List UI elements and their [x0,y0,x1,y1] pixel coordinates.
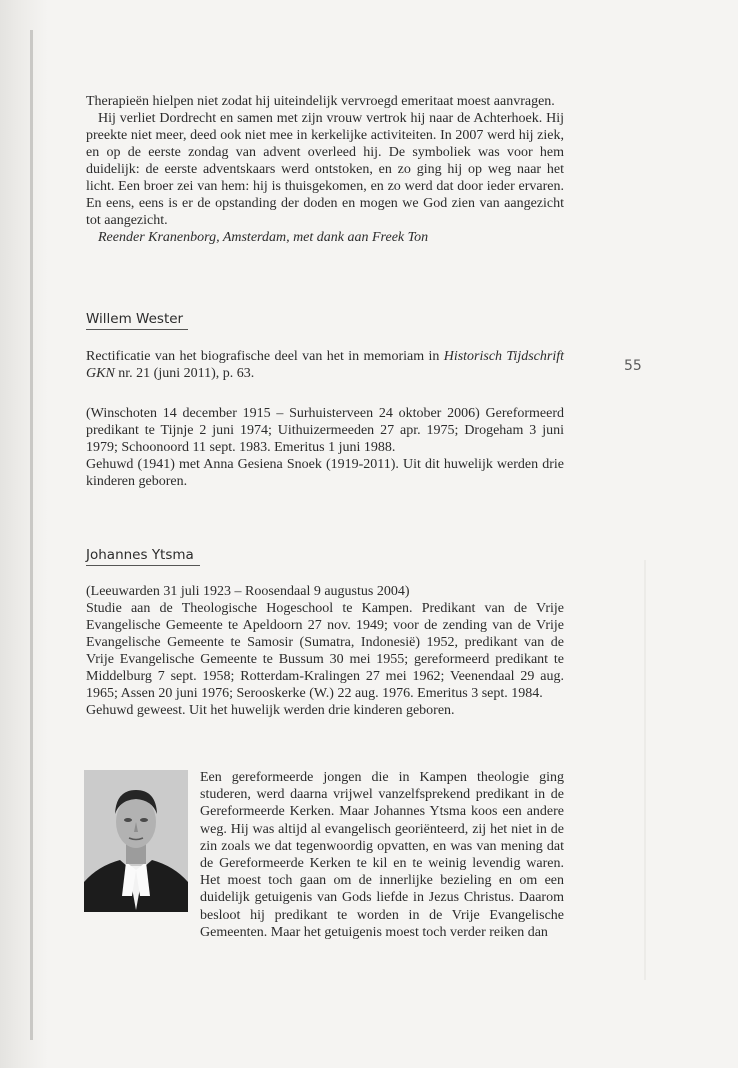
page-gutter-shade [0,0,48,1068]
top-section [86,93,564,246]
paragraph-therapies: Therapieën hielpen niet zodat hij uiteindelijk vervroegd emeritaat moest aanvragen. [86,94,555,109]
journal-title: Historisch Tijdschrift GKN [86,349,564,381]
wester-career: (Winschoten 14 december 1915 – Surhuisterveen 24 oktober 2006) Gereformeerd predikant te Tijnje 2 juni 1974; Uithuizermeeden 27 apr. 1975; Drogeham 3 juni 1979; Schoonoord 11 sept. 1983. Emeritus 1 juni 1988. [86,406,564,455]
page-edge-mark [644,560,646,980]
gutter-line [30,30,33,1040]
rectification-reference: nr. 21 (juni 2011), p. 63. [114,366,255,381]
wester-biography [86,405,564,490]
ytsma-career: Studie aan de Theologische Hogeschool te Kampen. Predikant van de Vrije Evangelische Gemeente te Apeldoorn 27 nov. 1949; voor de zending van de Vrije Evangelische Gemeente te Samosir (Sumatra, Indonesië) 1952, predikant van de Vrije Evangelische Gemeente te Bussum 30 mei 1955; gereformeerd predikant te Middelburg 7 sept. 1958; Rotterdam-Kralingen 27 mei 1962; Veenendaal 29 aug. 1965; Assen 20 juni 1976; Serooskerke (W.) 22 aug. 1976. Emeritus 3 sept. 1984. [86,601,564,701]
ytsma-marriage: Gehuwd geweest. Uit het huwelijk werden drie kinderen geboren. [86,703,455,718]
ytsma-narrative [200,769,564,941]
narrative-text: Een gereformeerde jongen die in Kampen theologie ging studeren, werd daarna vrijwel vanzelfsprekend predikant in de Gereformeerde Kerken. Maar Johannes Ytsma koos een andere weg. Hij was altijd al evangelisch georiënteerd, zij het niet in de zin zoals we dat tegenwoordig opvatten, en was van mening dat de Gereformeerde Kerken te kil en te weinig levendig waren. Het moest toch gaan om de innerlijke bezieling en om een duidelijk getuigenis van Gods liefde in Jezus Christus. Daarom besloot hij predikant te worden in de Vrije Evangelische Gemeenten. Maar het getuigenis moest toch verder reiken dan [200,770,564,940]
heading-willem-wester: Willem Wester [86,311,184,327]
heading-johannes-ytsma: Johannes Ytsma [86,547,194,563]
author-signature: Reender Kranenborg, Amsterdam, met dank aan Freek Ton [98,230,429,245]
page-number: 55 [624,358,642,374]
heading-rule [86,329,188,330]
rectification-text: Rectificatie van het biografische deel van het in memoriam in [86,349,444,364]
wester-marriage: Gehuwd (1941) met Anna Gesiena Snoek (1919-2011). Uit dit huwelijk werden drie kinderen geboren. [86,457,564,489]
heading-rule [86,565,200,566]
paragraph-retirement: Hij verliet Dordrecht en samen met zijn vrouw vertrok hij naar de Achterhoek. Hij preekte niet meer, deed ook niet mee in kerkelijke activiteiten. In 2007 werd hij ziek, en op de eerste zondag van advent overleed hij. De symboliek was voor hem duidelijk: de eerste adventskaars werd ontstoken, en zo ging hij op weg naar het licht. Een broer zei van hem: hij is thuisgekomen, en zo werd dat door ieder ervaren. En eens, eens is er de opstanding der doden en mogen we God zien van aangezicht tot aangezicht. [86,111,564,228]
wester-rectification [86,348,564,382]
ytsma-biography [86,583,564,719]
rectification-note [86,348,564,382]
portrait-photo [84,770,188,912]
ytsma-dates: (Leeuwarden 31 juli 1923 – Roosendaal 9 augustus 2004) [86,584,410,599]
